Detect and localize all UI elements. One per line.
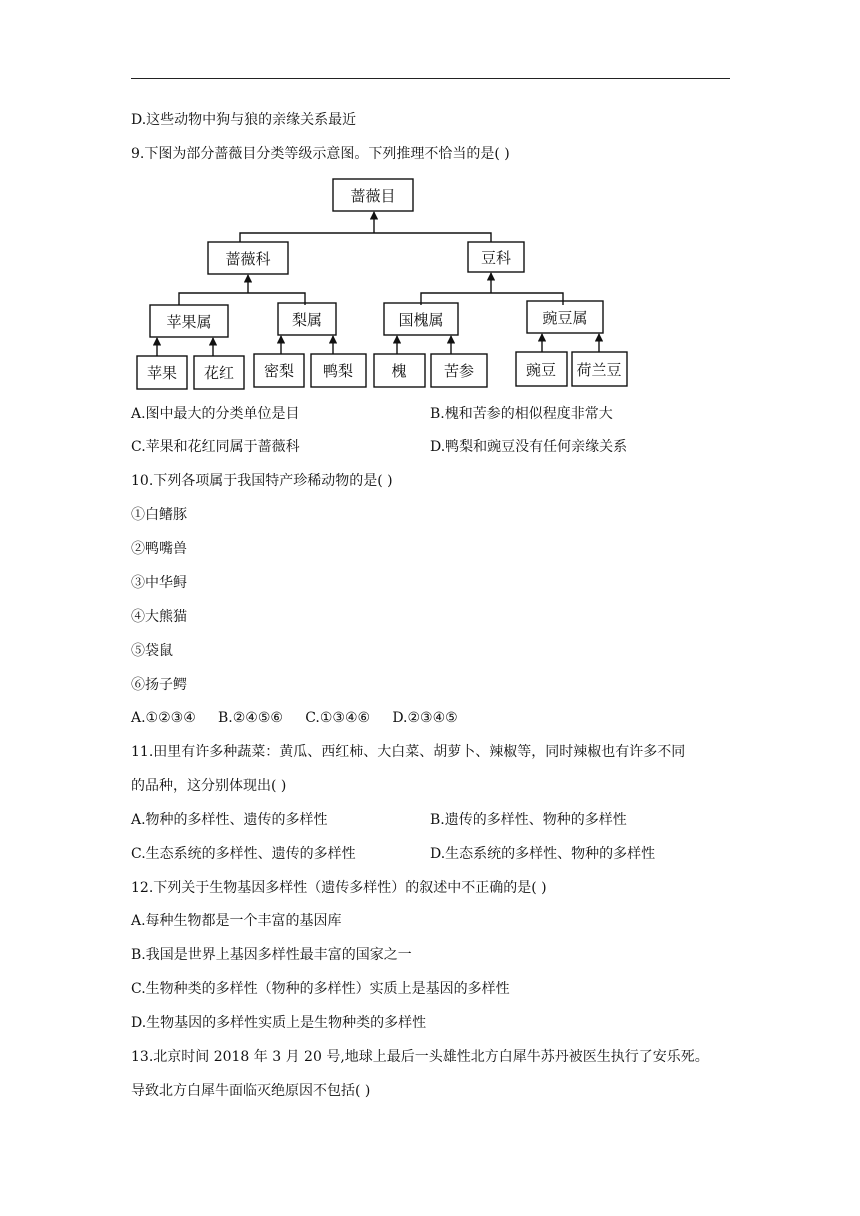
q12-option-d: D.生物基因的多样性实质上是生物种类的多样性 [131, 1015, 427, 1031]
q9-stem: 9.下图为部分蔷薇目分类等级示意图。下列推理不恰当的是( ) [131, 146, 510, 162]
q12-stem: 12.下列关于生物基因多样性（遗传多样性）的叙述中不正确的是( ) [131, 880, 547, 896]
q8-option-d: D.这些动物中狗与狼的亲缘关系最近 [131, 112, 357, 128]
q11-stem-line2: 的品种，这分别体现出( ) [131, 778, 287, 794]
q10-stem: 10.下列各项属于我国特产珍稀动物的是( ) [131, 473, 393, 489]
q11-stem-line1: 11.田里有许多种蔬菜：黄瓜、西红柿、大白菜、胡萝卜、辣椒等，同时辣椒也有许多不同 [131, 744, 686, 760]
classification-diagram [133, 176, 630, 392]
q12-option-a: A.每种生物都是一个丰富的基因库 [131, 913, 342, 929]
q9-option-c: C.苹果和花红同属于蔷薇科 [131, 439, 300, 455]
q9-option-b: B.槐和苦参的相似程度非常大 [430, 406, 613, 422]
genus-label-malus: 苹果属 [166, 313, 212, 331]
species-label-snowpea: 荷兰豆 [576, 361, 622, 379]
species-label-yali: 鸭梨 [322, 362, 354, 380]
species-label-huahong: 花红 [203, 364, 235, 382]
q13-stem-line1: 13.北京时间 2018 年 3 月 20 号,地球上最后一头雄性北方白犀牛苏丹被医生执行了安乐死。 [131, 1049, 709, 1065]
q12-option-c: C.生物种类的多样性（物种的多样性）实质上是基因的多样性 [131, 981, 510, 997]
order-label: 蔷薇目 [350, 187, 396, 205]
family-label-rosaceae: 蔷薇科 [225, 250, 271, 268]
q11-option-d: D.生态系统的多样性、物种的多样性 [430, 846, 656, 862]
family-label-fabaceae: 豆科 [480, 249, 512, 267]
genus-label-pisum: 豌豆属 [542, 309, 588, 327]
genus-label-pyrus: 梨属 [291, 311, 323, 329]
header-rule [131, 78, 730, 79]
q9-option-d: D.鸭梨和豌豆没有任何亲缘关系 [430, 439, 628, 455]
q11-option-b: B.遗传的多样性、物种的多样性 [430, 812, 627, 828]
species-label-mili: 密梨 [263, 362, 295, 380]
q13-stem-line2: 导致北方白犀牛面临灭绝原因不包括( ) [131, 1083, 371, 1099]
q11-option-a: A.物种的多样性、遗传的多样性 [131, 812, 328, 828]
q10-item-3: ③中华鲟 [131, 575, 187, 591]
q11-option-c: C.生态系统的多样性、遗传的多样性 [131, 846, 356, 862]
species-label-kushen: 苦参 [443, 362, 475, 380]
q10-item-4: ④大熊猫 [131, 609, 187, 625]
q10-item-5: ⑤袋鼠 [131, 643, 173, 659]
q9-option-a: A.图中最大的分类单位是目 [131, 406, 300, 422]
species-label-huai: 槐 [391, 362, 407, 380]
species-label-pea: 豌豆 [525, 361, 557, 379]
q10-item-2: ②鸭嘴兽 [131, 541, 187, 557]
q10-item-6: ⑥扬子鳄 [131, 677, 187, 693]
q10-options: A.①②③④ B.②④⑤⑥ C.①③④⑥ D.②③④⑤ [131, 710, 458, 726]
genus-label-sophora: 国槐属 [398, 311, 444, 329]
species-label-apple: 苹果 [146, 364, 178, 382]
q10-item-1: ①白鳍豚 [131, 507, 187, 523]
q12-option-b: B.我国是世界上基因多样性最丰富的国家之一 [131, 947, 412, 963]
